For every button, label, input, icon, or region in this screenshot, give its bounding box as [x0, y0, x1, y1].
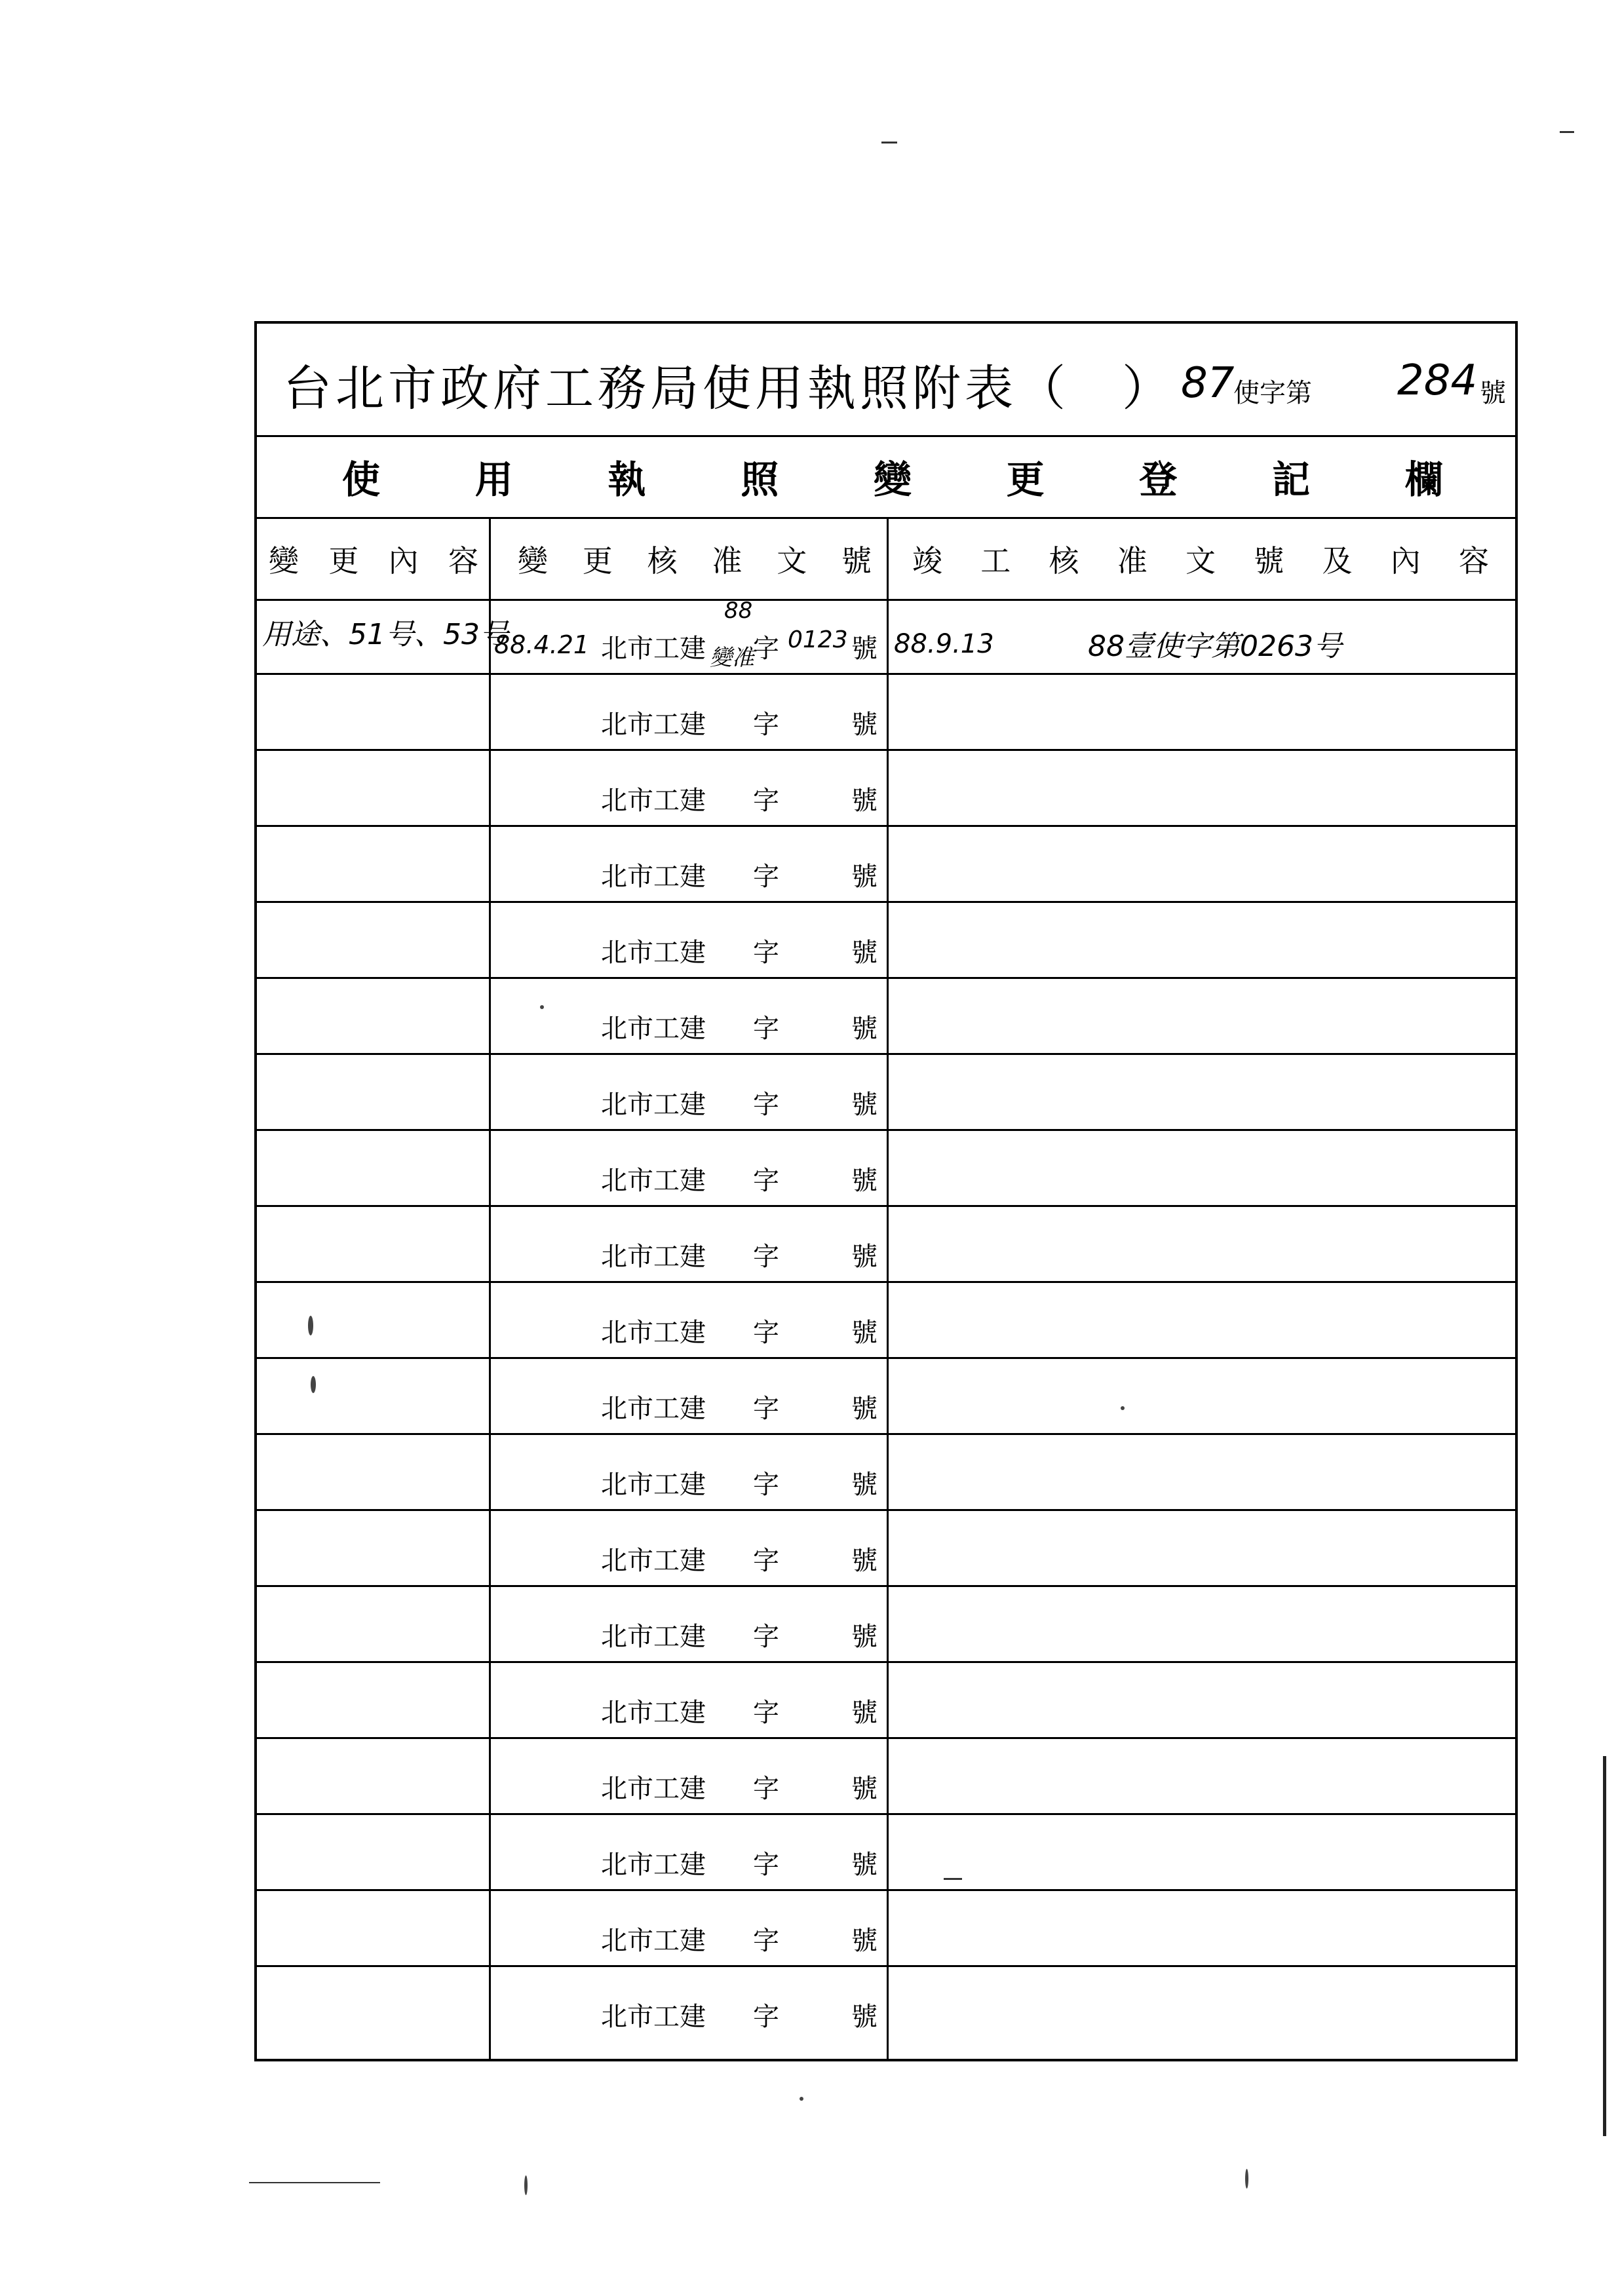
header-char: 准: [1117, 543, 1148, 579]
approval-prefix: 北市工建: [601, 1014, 706, 1044]
permit-char-label: 使字第: [1233, 378, 1312, 408]
table-row: [257, 827, 1515, 903]
section-char: 用: [474, 457, 513, 502]
header-char: 准: [712, 543, 742, 579]
approval-prefix: 北市工建: [601, 1926, 706, 1956]
approval-prefix: 北市工建: [601, 1546, 706, 1576]
header-char: 及: [1322, 543, 1353, 579]
header-completion: [912, 519, 1489, 599]
section-char: 變: [873, 457, 912, 502]
header-char: 竣: [912, 543, 942, 579]
approval-prefix: 北市工建: [601, 2002, 706, 2032]
approval-hao: 號: [851, 1394, 878, 1424]
scan-mark: [249, 2182, 380, 2183]
approval-zi: 字: [753, 1090, 779, 1120]
table-row: [257, 1435, 1515, 1511]
header-char: 工: [980, 543, 1011, 579]
header-char: 核: [647, 543, 678, 579]
scan-mark: [1245, 2169, 1248, 2189]
header-char: 號: [1254, 543, 1284, 579]
approval-hao: 號: [851, 1166, 878, 1196]
approval-zi: 字: [753, 1242, 779, 1272]
approval-zi: 字: [753, 710, 779, 740]
approval-prefix: 北市工建: [601, 1090, 706, 1120]
section-char: 登: [1139, 457, 1178, 502]
approval-hao: 號: [851, 938, 878, 968]
approval-hao: 號: [851, 1090, 878, 1120]
permit-suffix: 號: [1480, 378, 1506, 408]
approval-prefix: 北市工建: [601, 1774, 706, 1804]
header-char: 更: [328, 543, 359, 579]
permit-annex-form: [254, 321, 1518, 2061]
approval-zi: 字: [753, 1850, 779, 1880]
scan-mark: [311, 1376, 316, 1393]
table-row: [257, 1967, 1515, 2043]
permit-serial: 284: [1397, 356, 1478, 405]
approval-prefix: 北市工建: [601, 1318, 706, 1348]
approval-prefix: 北市工建: [601, 1698, 706, 1728]
table-row: [257, 1815, 1515, 1891]
approval-zi: 字: [753, 1774, 779, 1804]
approval-zi: 字: [753, 862, 779, 892]
table-row: [257, 1587, 1515, 1663]
scan-mark: [1560, 131, 1574, 133]
approval-prefix: 北市工建: [601, 1166, 706, 1196]
approval-hao: 號: [851, 1926, 878, 1956]
scan-mark: [524, 2175, 528, 2195]
approval-hao: 號: [851, 1318, 878, 1348]
approval-hao: 號: [851, 1774, 878, 1804]
header-change-approval: [518, 519, 872, 599]
permit-number: [1181, 356, 1509, 422]
approval-zi: 字: [753, 1166, 779, 1196]
table-row: [257, 1891, 1515, 1967]
table-row: [257, 1359, 1515, 1435]
approval-hao: 號: [851, 1242, 878, 1272]
table-row: [257, 1511, 1515, 1587]
approval-hao: 號: [851, 1546, 878, 1576]
header-char: 更: [582, 543, 613, 579]
section-title: [257, 435, 1515, 519]
table-row: [257, 1739, 1515, 1815]
approval-prefix: 北市工建: [601, 938, 706, 968]
header-change-content: [269, 519, 485, 599]
approval-hao: 號: [851, 1014, 878, 1044]
scan-mark: [800, 2097, 803, 2101]
approval-number-entry: 0123: [788, 626, 848, 653]
table-row: [257, 1055, 1515, 1131]
header-char: 內: [388, 543, 419, 579]
approval-zi: 字: [753, 1698, 779, 1728]
section-char: 使: [342, 457, 381, 502]
scan-mark: [1603, 1756, 1606, 2136]
scan-mark: [540, 1005, 544, 1009]
approval-date-entry: 88.4.21: [494, 630, 590, 659]
column-header-row: [257, 519, 1515, 601]
approval-prefix: 北市工建: [601, 786, 706, 816]
approval-hao: 號: [851, 634, 878, 664]
form-title: 台北市政府工務局使用執照附表（ ）: [283, 360, 1174, 417]
header-char: 文: [1186, 543, 1216, 579]
section-char: 執: [608, 457, 646, 502]
change-content-entry: 用途、51号、53号: [262, 618, 509, 651]
scan-mark: [944, 1878, 962, 1880]
approval-hao: 號: [851, 1698, 878, 1728]
section-char: 更: [1006, 457, 1045, 502]
approval-prefix: 北市工建: [601, 1242, 706, 1272]
approval-hao: 號: [851, 786, 878, 816]
table-row: [257, 751, 1515, 827]
approval-year-entry: 88: [724, 598, 753, 624]
approval-zi: 字: [753, 1926, 779, 1956]
table-row: [257, 1207, 1515, 1283]
approval-hao: 號: [851, 862, 878, 892]
approval-prefix: 北市工建: [601, 1394, 706, 1424]
approval-zi: 字: [753, 1622, 779, 1652]
scan-mark: [881, 142, 897, 144]
section-char: 欄: [1404, 457, 1443, 502]
approval-prefix: 北市工建: [601, 710, 706, 740]
approval-prefix: 北市工建: [601, 634, 706, 664]
approval-zi: 字: [753, 634, 779, 664]
approval-hao: 號: [851, 1850, 878, 1880]
header-char: 容: [1459, 543, 1489, 579]
approval-prefix: 北市工建: [601, 1470, 706, 1500]
section-char: 照: [741, 457, 779, 502]
title-row: [257, 324, 1515, 437]
header-char: 容: [448, 543, 478, 579]
table-row: [257, 1663, 1515, 1739]
table-row: [257, 979, 1515, 1055]
approval-prefix: 北市工建: [601, 1622, 706, 1652]
table-row: [257, 903, 1515, 979]
section-char: 記: [1272, 457, 1311, 502]
approval-zi: 字: [753, 1470, 779, 1500]
permit-year: 87: [1181, 359, 1235, 408]
table-row: [257, 1131, 1515, 1207]
completion-date-entry: 88.9.13: [894, 629, 994, 659]
scan-mark: [308, 1316, 313, 1335]
header-char: 文: [777, 543, 807, 579]
approval-zi: 字: [753, 1014, 779, 1044]
approval-prefix: 北市工建: [601, 862, 706, 892]
table-row: [257, 599, 1515, 675]
approval-hao: 號: [851, 2002, 878, 2032]
table-row: [257, 1283, 1515, 1359]
scan-mark: [1121, 1406, 1125, 1410]
header-char: 核: [1049, 543, 1079, 579]
header-char: 號: [841, 543, 872, 579]
header-char: 內: [1390, 543, 1421, 579]
header-char: 變: [518, 543, 548, 579]
approval-zi: 字: [753, 938, 779, 968]
approval-zi: 字: [753, 1394, 779, 1424]
approval-hao: 號: [851, 710, 878, 740]
approval-zi: 字: [753, 1318, 779, 1348]
approval-prefix: 北市工建: [601, 1850, 706, 1880]
approval-note-entry: 變准: [710, 645, 754, 671]
approval-zi: 字: [753, 786, 779, 816]
table-row: [257, 675, 1515, 751]
approval-zi: 字: [753, 2002, 779, 2032]
approval-zi: 字: [753, 1546, 779, 1576]
completion-text-entry: 88壹使字第0263号: [1088, 630, 1342, 663]
header-char: 變: [269, 543, 299, 579]
approval-hao: 號: [851, 1470, 878, 1500]
approval-hao: 號: [851, 1622, 878, 1652]
